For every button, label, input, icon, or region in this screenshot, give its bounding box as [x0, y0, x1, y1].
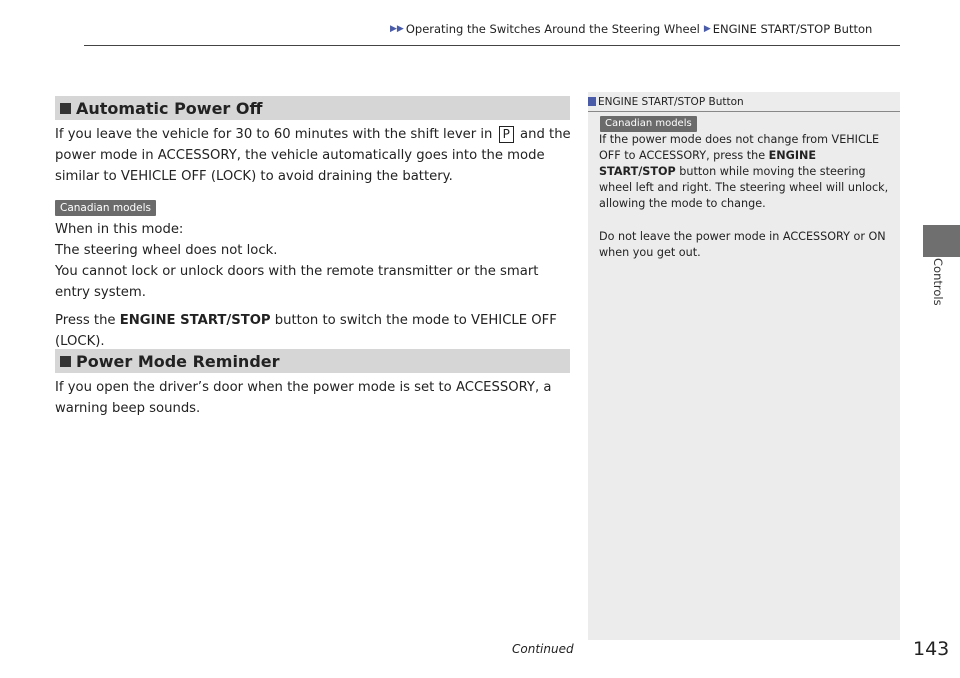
sidebar-title-text: ENGINE START/STOP Button [598, 96, 744, 108]
text-run: If you leave the vehicle for 30 to 60 minutes with the shift lever in [55, 127, 497, 142]
page-number: 143 [913, 638, 950, 660]
sidebar-canadian-badge: Canadian models [600, 116, 697, 132]
text-run: Press the [55, 313, 120, 328]
text-run: button while moving the steering wheel left and right. The steering wheel will unlock, allowing the mode to change. [599, 165, 889, 210]
section-title: Automatic Power Off [76, 98, 263, 118]
breadcrumb-item-engine-button: ENGINE START/STOP Button [712, 22, 873, 36]
sidebar-title [588, 96, 744, 108]
sidebar-note-leave: Do not leave the power mode in ACCESSORY or ON when you get out. [599, 230, 886, 259]
text-run: button to switch the mode to VEHICLE OFF (LOCK). [55, 313, 557, 349]
section-heading-automatic-power-off [55, 96, 570, 120]
button-name-bold: ENGINE START/STOP [119, 313, 271, 328]
continued-label: Continued [512, 642, 574, 656]
mode-line-doors: You cannot lock or unlock doors with the remote transmitter or the smart entry system. [55, 264, 539, 300]
paragraph-reminder: If you open the driver’s door when the power mode is set to ACCESSORY, a warning beep sounds. [55, 380, 552, 416]
paragraph-auto-off [55, 124, 575, 187]
mode-line-intro: When in this mode: [55, 222, 184, 237]
section-heading-power-mode-reminder [55, 349, 570, 373]
chapter-tab [923, 225, 960, 257]
double-triangle-icon: ▶▶ [390, 24, 404, 34]
paragraph-press [55, 310, 575, 352]
reference-icon [588, 97, 596, 106]
park-key-symbol: P [499, 126, 514, 143]
header-divider [84, 45, 900, 46]
button-name-bold: ENGINE START/STOP [599, 149, 817, 178]
square-bullet-icon [60, 356, 71, 367]
sidebar-divider [588, 111, 900, 112]
breadcrumb-item-switches: Operating the Switches Around the Steering Wheel [405, 22, 700, 36]
section-title: Power Mode Reminder [76, 351, 280, 371]
text-run: and the power mode in ACCESSORY, the vehicle automatically goes into the mode similar to VEHICLE OFF (LOCK) to avoid draining the battery. [55, 127, 571, 184]
mode-line-steering: The steering wheel does not lock. [55, 243, 278, 258]
text-run: If the power mode does not change from VEHICLE OFF to ACCESSORY, press the [599, 133, 880, 162]
square-bullet-icon [60, 103, 71, 114]
chapter-label: Controls [931, 258, 945, 306]
breadcrumb [390, 20, 872, 38]
mode-description [55, 219, 575, 303]
triangle-icon: ▶ [703, 24, 711, 34]
canadian-models-badge: Canadian models [55, 200, 156, 216]
sidebar-note-unlock [599, 132, 891, 212]
